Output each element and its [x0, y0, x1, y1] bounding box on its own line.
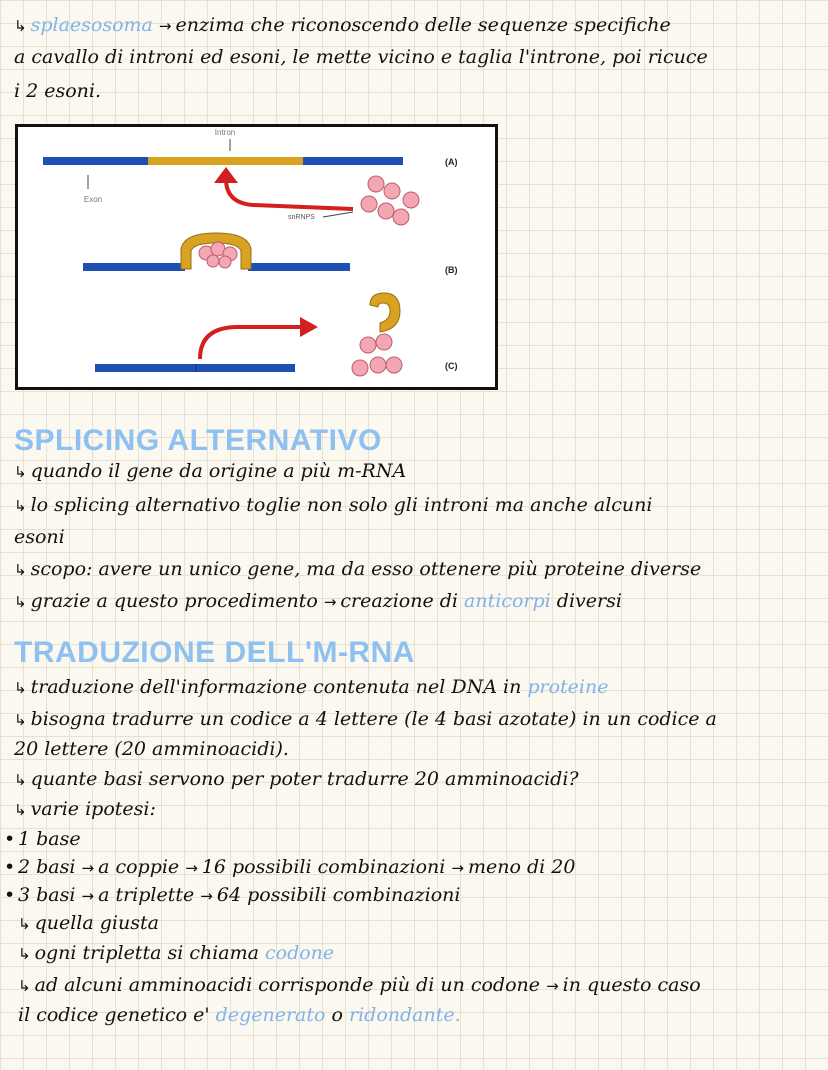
splicing-line-3: esoni [14, 526, 65, 548]
return-arrow-icon: ↳ [18, 977, 31, 995]
bullet-2-text-a: 2 basi [18, 856, 76, 878]
right-arrow-icon: → [81, 887, 95, 905]
traduzione-line-6 [18, 910, 818, 937]
label-b: (B) [445, 265, 458, 275]
bullet-2-text-b: a coppie [98, 856, 180, 878]
label-intron: Intron [214, 128, 236, 137]
right-arrow-icon: → [323, 593, 337, 611]
joined-exons-c [95, 364, 295, 372]
snrnps-pointer [323, 212, 353, 217]
bullet-dot-icon: • [4, 884, 16, 906]
bullet-dot-icon: • [4, 856, 16, 878]
return-arrow-icon: ↳ [18, 945, 31, 963]
right-arrow-icon: → [81, 859, 95, 877]
return-arrow-icon: ↳ [14, 711, 27, 729]
traduzione-line-2 [14, 706, 818, 733]
snrnp-cluster-a [361, 176, 419, 225]
spliceosome-b [199, 242, 237, 268]
heading-splicing-alternativo: SPLICING ALTERNATIVO [14, 424, 382, 457]
splicing-text-2: lo splicing alternativo toglie non solo gli introni ma anche alcuni [30, 494, 653, 516]
traduzione-text-6: quella giusta [34, 912, 159, 934]
exon-bar-b-right [248, 263, 350, 271]
label-exon: Exon [83, 195, 103, 204]
term-codone: codone [265, 942, 335, 964]
splicing-line-2 [14, 492, 818, 519]
intron-lariat-c [370, 293, 400, 332]
bullet-3-text-a: 3 basi [18, 884, 76, 906]
traduzione-line-8 [18, 972, 818, 999]
term-anticorpi: anticorpi [464, 590, 551, 612]
term-degenerato: degenerato [215, 1004, 326, 1026]
return-arrow-icon: ↳ [14, 497, 27, 515]
splicing-text-4: scopo: avere un unico gene, ma da esso ottenere più proteine diverse [30, 558, 702, 580]
traduzione-line-9 [18, 1002, 818, 1028]
intron-bar-a [148, 157, 303, 165]
traduzione-text-2: bisogna tradurre un codice a 4 lettere (le 4 basi azotate) in un codice a [30, 708, 717, 730]
return-arrow-icon: ↳ [14, 593, 27, 611]
traduzione-line-5 [14, 796, 818, 823]
red-curved-arrow-c [200, 327, 303, 359]
return-arrow-icon: ↳ [14, 679, 27, 697]
splicing-line-5 [14, 588, 818, 615]
return-arrow-icon: ↳ [14, 801, 27, 819]
traduzione-text-1: traduzione dell'informazione contenuta nel DNA in [30, 676, 522, 698]
label-snrnps: snRNPS [288, 214, 315, 221]
traduzione-text-5: varie ipotesi: [30, 798, 156, 820]
label-c: (C) [445, 361, 458, 371]
traduzione-text-7: ogni tripletta si chiama [34, 942, 259, 964]
bullet-2 [4, 854, 818, 881]
splicing-text-1: quando il gene da origine a più m-RNA [30, 460, 407, 482]
bullet-3 [4, 882, 818, 909]
arrow-head-a [214, 167, 238, 183]
traduzione-text-9a: il codice genetico e' [18, 1004, 210, 1026]
heading-traduzione: TRADUZIONE DELL'M-RNA [14, 636, 415, 669]
splicing-line-4 [14, 556, 818, 583]
traduzione-line-7 [18, 940, 818, 967]
splicing-text-5c: diversi [556, 590, 622, 612]
term-ridondante: ridondante. [349, 1004, 461, 1026]
return-arrow-icon: ↳ [14, 771, 27, 789]
intro-text-1: enzima che riconoscendo delle sequenze specifiche [175, 14, 671, 36]
splicing-line-1 [14, 458, 818, 485]
intro-line-3: i 2 esoni. [14, 80, 102, 102]
right-arrow-icon: → [546, 977, 559, 995]
bullet-2-text-d: meno di 20 [468, 856, 576, 878]
right-arrow-icon: → [185, 859, 198, 877]
intro-line-2: a cavallo di introni ed esoni, le mette vicino e taglia l'introne, poi ricuce [14, 46, 708, 68]
exon-bar-b-left [83, 263, 185, 271]
traduzione-text-8a: ad alcuni amminoacidi corrisponde più di un codone [34, 974, 541, 996]
exon-bar-a-left [43, 157, 148, 165]
term-spliceosoma: splaesosoma [30, 14, 153, 36]
bullet-3-text-c: 64 possibili combinazioni [216, 884, 461, 906]
label-a: (A) [445, 157, 458, 167]
traduzione-text-8b: in questo caso [562, 974, 701, 996]
bullet-2-text-c: 16 possibili combinazioni [201, 856, 446, 878]
right-arrow-icon: → [451, 859, 464, 877]
red-curved-arrow-a [226, 179, 353, 209]
return-arrow-icon: ↳ [14, 463, 27, 481]
snrnp-cluster-c [352, 334, 402, 376]
traduzione-text-4: quante basi servono per poter tradurre 20 amminoacidi? [30, 768, 579, 790]
right-arrow-icon: → [158, 17, 172, 35]
return-arrow-icon: ↳ [14, 17, 27, 35]
bullet-dot-icon: • [4, 828, 16, 850]
traduzione-text-9b: o [331, 1004, 343, 1026]
bullet-1-text: 1 base [18, 828, 81, 850]
splicing-text-5b: creazione di [340, 590, 458, 612]
intro-line-1 [14, 12, 818, 39]
arrow-head-c [300, 317, 318, 337]
traduzione-line-1 [14, 674, 818, 701]
right-arrow-icon: → [200, 887, 213, 905]
return-arrow-icon: ↳ [18, 915, 31, 933]
return-arrow-icon: ↳ [14, 561, 27, 579]
splicing-diagram [15, 124, 498, 390]
traduzione-line-4 [14, 766, 818, 793]
exon-bar-a-right [303, 157, 403, 165]
term-proteine: proteine [527, 676, 609, 698]
traduzione-line-3: 20 lettere (20 amminoacidi). [14, 738, 289, 760]
bullet-3-text-b: a triplette [98, 884, 195, 906]
splicing-text-5a: grazie a questo procedimento [30, 590, 318, 612]
bullet-1 [4, 826, 818, 852]
